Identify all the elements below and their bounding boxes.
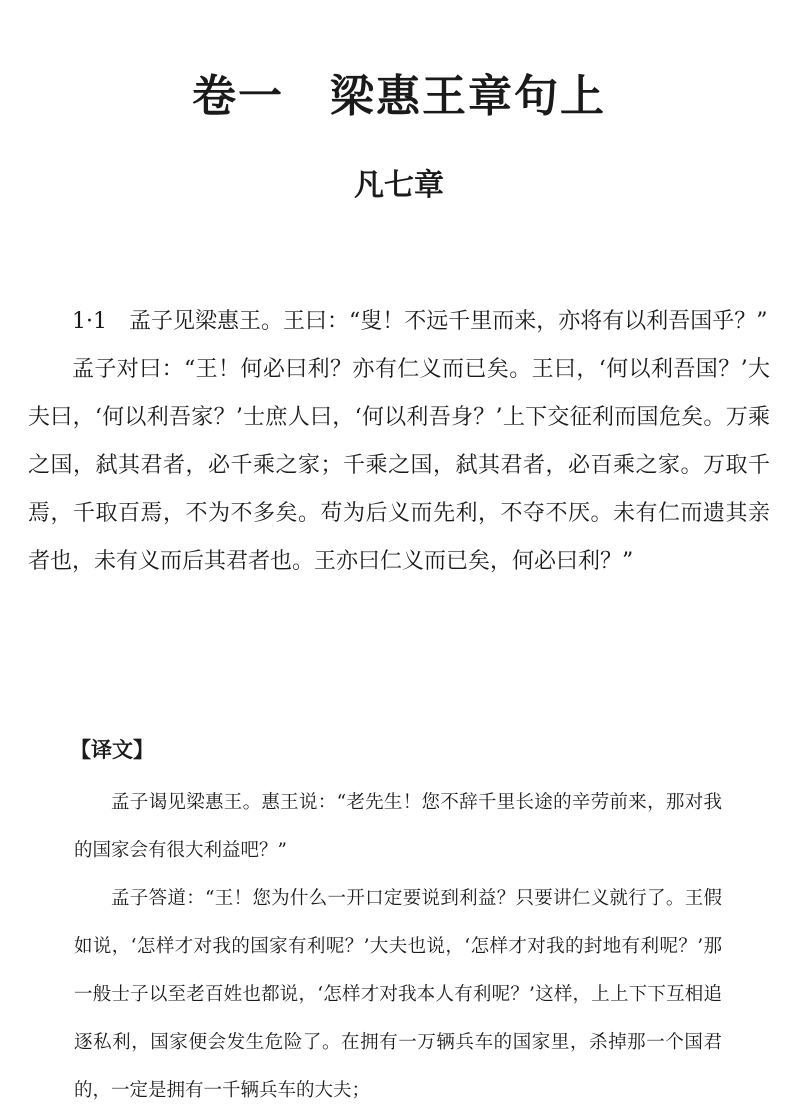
translation-paragraph-2: 孟子答道：“王！您为什么一开口定要说到利益？只要讲仁义就行了。王假如说，‘怎样才对我的国家有利呢？’大夫也说，‘怎样才对我的封地有利呢？’那一般士子以至老百姓也都说，‘怎样才对我本人有利呢？’这样，上上下下互相追逐私利，国家便会发生危险了。在拥有一万辆兵车的国家里，杀掉那一个国君的，一定是拥有一千辆兵车的大夫；: [74, 888, 722, 1101]
translation-heading: 【译文】: [70, 738, 154, 762]
section-subtitle: 凡七章: [354, 168, 444, 203]
chapter-title: 卷一 梁惠王章句上: [192, 71, 606, 122]
translation-text: [74, 779, 722, 1115]
original-text: [28, 298, 770, 586]
original-paragraph-1: 1·1 孟子见梁惠王。王曰：“叟！不远千里而来，亦将有以利吾国乎？”: [72, 309, 768, 334]
original-paragraph-2: 孟子对曰：“王！何必曰利？亦有仁义而已矣。王曰，‘何以利吾国？’大夫曰，‘何以利吾家？’士庶人曰，‘何以利吾身？’上下交征利而国危矣。万乘之国，弑其君者，必千乘之家；千乘之国，弑其君者，必百乘之家。万取千焉，千取百焉，不为不多矣。苟为后义而先利，不夺不厌。未有仁而遗其亲者也，未有义而后其君者也。王亦曰仁义而已矣，何必曰利？”: [28, 357, 770, 574]
translation-paragraph-1: 孟子谒见梁惠王。惠王说：“老先生！您不辞千里长途的辛劳前来，那对我的国家会有很大利益吧？”: [74, 792, 722, 861]
